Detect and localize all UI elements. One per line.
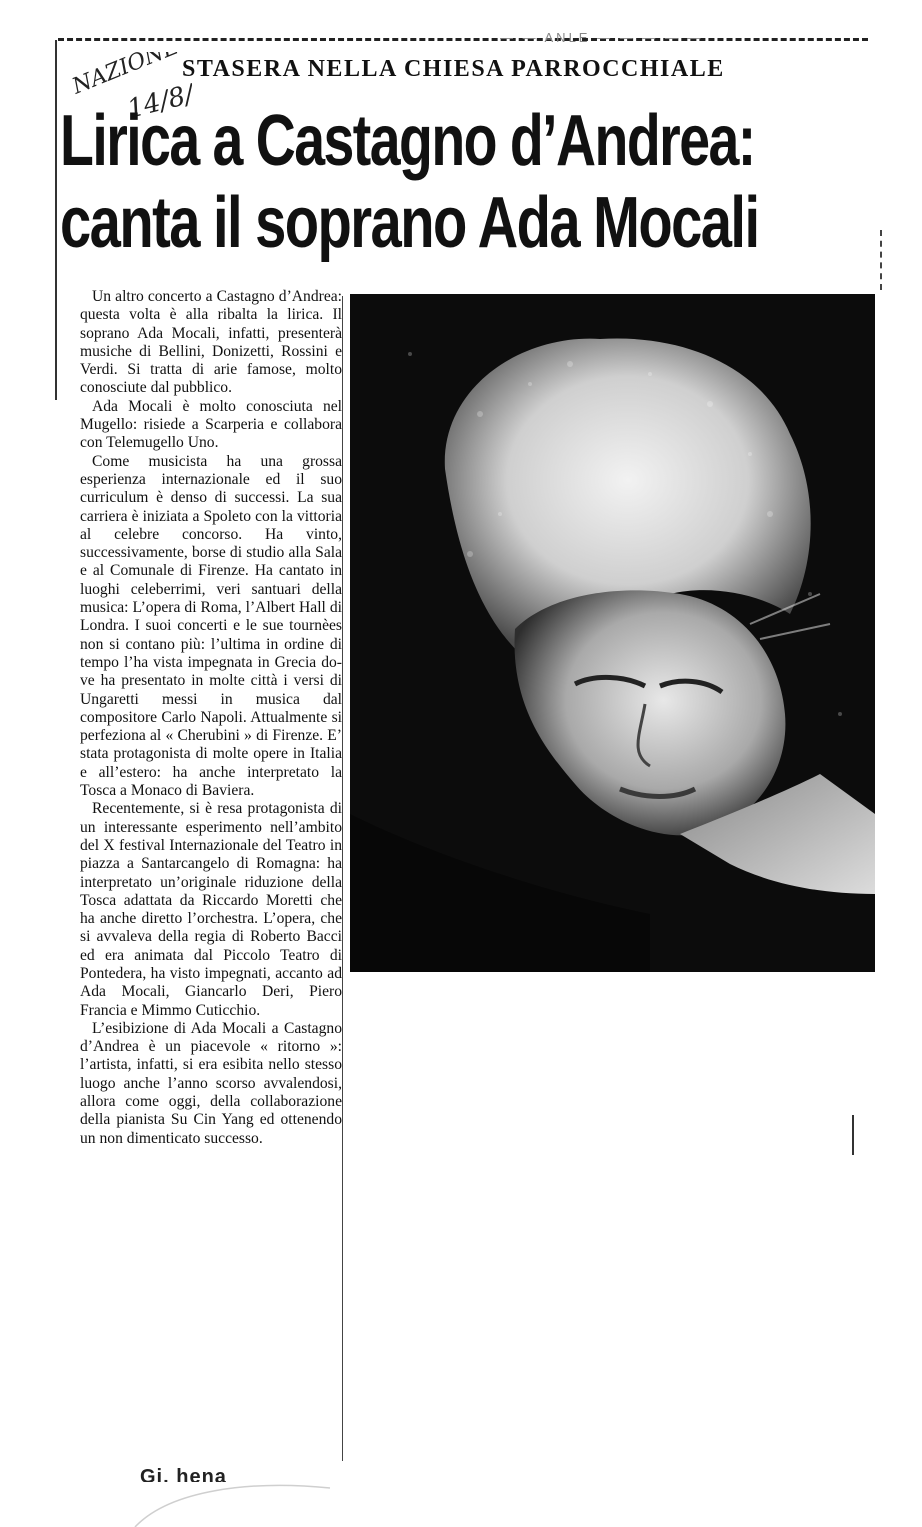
stamp-arc	[130, 1480, 430, 1527]
article-body	[80, 288, 342, 1148]
paragraph-3: Come musicista ha una grossa esperienza internazionale ed il suo curriculum è denso di successi. La sua carriera è iniziata a Spoleto con la vittoria al celebre concorso. Ha vinto, successivamente, borse di studio alla Sala e al Comunale di Firenze. Ha cantato in luoghi celeberrimi, veri santuari della musica: L’opera di Roma, l’Albert Hall di Londra. I suoi concerti e le sue tournèes non si contano più: l’ultima in ordine di tempo l’ha vista impegnata in Grecia dove ha presentato in molte città i versi di Ungaretti messi in musica dal compositore Carlo Napoli. Attualmente si perfeziona al « Cherubini » di Firenze. E’ stata protagonista di molte opere in Italia e all’estero: ha anche interpretato la Tosca a Monaco di Baviera.	[80, 452, 342, 800]
paragraph-5: L’esibizione di Ada Mocali a Castagno d’Andrea è un piacevole « ritorno »: l’artista, infatti, si era esibita nello stesso luogo anche l’anno scorso avvalendosi, allora come oggi, della collaborazione della pianista Su Cin Yang ed ottenendo un non dimenticato successo.	[80, 1019, 342, 1147]
right-margin-tick	[852, 1115, 854, 1155]
left-margin-rule	[55, 40, 57, 400]
soprano-photo	[350, 294, 875, 972]
byline-signature: Gi. hena	[140, 1466, 227, 1482]
handnote-date: 14/8/8	[124, 75, 192, 124]
headline	[60, 100, 875, 264]
right-margin-marks	[880, 230, 885, 290]
kicker: STASERA NELLA CHIESA PARROCCHIALE	[182, 56, 725, 82]
running-head: — — ANLE — — — — —	[500, 30, 704, 45]
paragraph-1: Un altro concerto a Castagno d’Andrea: questa volta è alla ribalta la lirica. Il soprano Ada Mocali, infatti, presenterà musiche di Bellini, Donizetti, Rossini e Verdi. Si tratta di arie famose, molto conosciute dal pubblico.	[80, 288, 342, 397]
headline-line-1: Lirica a Castagno d’Andrea:	[60, 101, 755, 181]
headline-line-2: canta il soprano Ada Mocali	[60, 183, 759, 263]
paragraph-4: Recentemente, si è resa protagonista di un interessante esperimento nell’ambito del X festival Internazionale del Teatro in piazza a Santarcangelo di Romagna: ha interpretato un’originale riduzione della Tosca adattata da Riccardo Moretti che ha anche diretto l’orchestra. L’opera, che si avvaleva della regia di Roberto Bacci ed era animata dal Piccolo Teatro di Pontedera, ha visto impegnati, accanto ad Ada Mocali, Giancarlo Deri, Piero Francia e Mimmo Cuticchio.	[80, 800, 342, 1019]
column-rule	[342, 296, 344, 1461]
paragraph-2: Ada Mocali è molto conosciuta nel Mugello: risiede a Scarperia e collabora con Telemugello Uno.	[80, 397, 342, 452]
handnote-paper: NAZIONE	[72, 52, 183, 100]
